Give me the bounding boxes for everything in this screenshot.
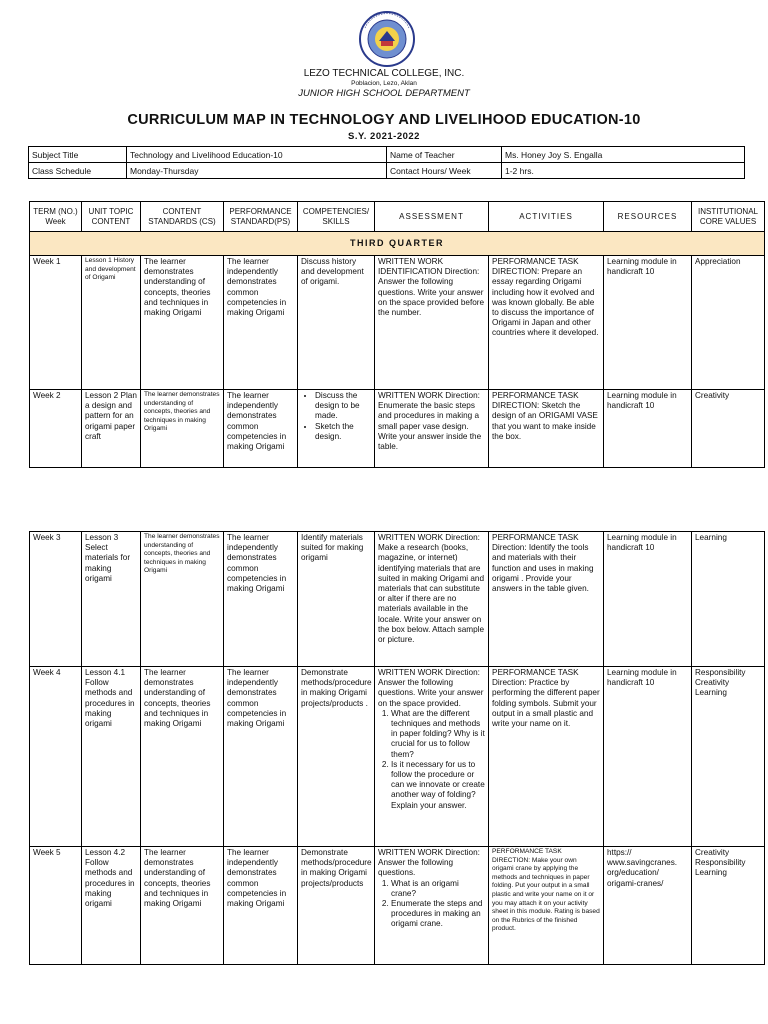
activities-cell: PERFORMANCE TASK DIRECTION: Sketch the design of an ORIGAMI VASE that you want to make inside the box. [489, 390, 604, 468]
week-cell: Week 2 [30, 390, 82, 468]
skills-list [301, 391, 371, 442]
core-values-cell: Learning [692, 532, 765, 667]
list-item: 1. What is an origami crane? [391, 879, 485, 899]
core-values-cell: Responsibility Creativity Learning [692, 667, 765, 847]
school-year: S.Y. 2021-2022 [348, 131, 420, 142]
column-header-row [30, 202, 765, 232]
list-item: 1. What are the different techniques and methods in paper folding? Why is it crucial for us to follow them? [391, 709, 485, 760]
unit-cell: Lesson 3 Select materials for making origami [82, 532, 141, 667]
assessment-intro: WRITTEN WORK Direction: Answer the following questions. [378, 848, 480, 878]
col-performance-standard: PERFORMANCE STANDARD(PS) [224, 202, 298, 232]
col-activities: ACTIVITIES [489, 202, 604, 232]
week-cell: Week 1 [30, 256, 82, 390]
list-item: 2. Is it necessary for us to follow the procedure or can we innovate or create another way of folding? Explain your answer. [391, 760, 485, 811]
performance-standard-cell: The learner independently demonstrates common competencies in making Origami [224, 256, 298, 390]
core-values-cell: Creativity Responsibility Learning [692, 847, 765, 965]
col-unit: UNIT TOPIC CONTENT [82, 202, 141, 232]
activities-cell: PERFORMANCE TASK DIRECTION: Prepare an essay regarding Origami including how it evolved and was known globally. Be able to discuss the importance of Origami in Japan and other countries where it developed. [489, 256, 604, 390]
quarter-label: THIRD QUARTER [30, 232, 765, 256]
core-values-cell: Appreciation [692, 256, 765, 390]
class-schedule-label: Class Schedule [29, 163, 127, 179]
core-values-cell: Creativity [692, 390, 765, 468]
quarter-row [30, 232, 765, 256]
week-cell: Week 3 [30, 532, 82, 667]
activities-cell: PERFORMANCE TASK Direction: Practice by performing the different paper folding symbols. Submit your output in a small plastic and write your name on it. [489, 667, 604, 847]
question-list [378, 879, 485, 930]
resources-cell: Learning module in handicraft 10 [604, 390, 692, 468]
assessment-cell [375, 667, 489, 847]
curriculum-table-part-2 [29, 531, 765, 965]
question-list [378, 709, 485, 811]
activities-cell: PERFORMANCE TASK DIRECTION: Make your own origami crane by applying the methods and techniques in paper folding. Put your output in a small plastic and write your name on it or you may attach it on your activity sheet in this module. Rating is based on the Rubrics of the finished product. [489, 847, 604, 965]
week-cell: Week 4 [30, 667, 82, 847]
college-seal-logo [357, 10, 417, 68]
performance-standard-cell: The learner independently demonstrates common competencies in making Origami [224, 390, 298, 468]
col-term: TERM (NO.) Week [30, 202, 82, 232]
content-standards-cell: The learner demonstrates understanding of concepts, theories and techniques in making Origami [141, 667, 224, 847]
assessment-intro: WRITTEN WORK Direction: Answer the following questions. Write your answer on the space provided. [378, 668, 484, 708]
curriculum-table-part-1 [29, 201, 765, 468]
assessment-cell: WRITTEN WORK IDENTIFICATION Direction: Answer the following questions. Write your answer on the space provided before the number. [375, 256, 489, 390]
table-row [30, 847, 765, 965]
assessment-cell: WRITTEN WORK Direction: Make a research (books, magazine, or internet) identifying materials that are suited in making Origami and materials that can substitute or alter if there are no materials available in the locale. Write your answer on the box below. Attach sample or picture. [375, 532, 489, 667]
competencies-cell: Identify materials suited for making origami [298, 532, 375, 667]
subject-title-value: Technology and Livelihood Education-10 [127, 147, 387, 163]
page-title: CURRICULUM MAP IN TECHNOLOGY AND LIVELIHOOD EDUCATION-10 [127, 112, 641, 128]
contact-hours-label: Contact Hours/ Week [387, 163, 502, 179]
table-row [30, 667, 765, 847]
competencies-cell: Discuss history and development of origami. [298, 256, 375, 390]
content-standards-cell: The learner demonstrates understanding of concepts, theories and techniques in making Origami [141, 532, 224, 667]
college-name: LEZO TECHNICAL COLLEGE, INC. [303, 68, 465, 79]
performance-standard-cell: The learner independently demonstrates common competencies in making Origami [224, 532, 298, 667]
assessment-cell: WRITTEN WORK Direction: Enumerate the basic steps and procedures in making a small paper vase design. Write your answer inside the table. [375, 390, 489, 468]
col-core-values: INSTITUTIONAL CORE VALUES [692, 202, 765, 232]
col-competencies: COMPETENCIES/ SKILLS [298, 202, 375, 232]
content-standards-cell: The learner demonstrates understanding of concepts, theories and techniques in making Origami [141, 847, 224, 965]
college-address: Poblacion, Lezo, Aklan [351, 80, 417, 87]
unit-cell: Lesson 4.2 Follow methods and procedures in making origami [82, 847, 141, 965]
contact-hours-value: 1-2 hrs. [502, 163, 745, 179]
teacher-value: Ms. Honey Joy S. Engalla [502, 147, 745, 163]
info-row [29, 163, 745, 179]
subject-title-label: Subject Title [29, 147, 127, 163]
assessment-cell [375, 847, 489, 965]
performance-standard-cell: The learner independently demonstrates common competencies in making Origami [224, 667, 298, 847]
subject-info-table [28, 146, 745, 179]
list-item: • Discuss the design to be made. [315, 391, 371, 422]
content-standards-cell: The learner demonstrates understanding of concepts, theories and techniques in making Origami [141, 256, 224, 390]
content-standards-cell: The learner demonstrates understanding of concepts, theories and techniques in making Origami [141, 390, 224, 468]
resources-cell: Learning module in handicraft 10 [604, 667, 692, 847]
resources-cell: Learning module in handicraft 10 [604, 256, 692, 390]
list-item: • Sketch the design. [315, 422, 371, 442]
competencies-cell: Demonstrate methods/procedure in making Origami projects/products [298, 847, 375, 965]
col-content-standards: CONTENT STANDARDS (CS) [141, 202, 224, 232]
competencies-cell [298, 390, 375, 468]
col-resources: RESOURCES [604, 202, 692, 232]
resources-cell: Learning module in handicraft 10 [604, 532, 692, 667]
col-assessment: ASSESSMENT [375, 202, 489, 232]
table-row [30, 256, 765, 390]
unit-cell: Lesson 2 Plan a design and pattern for an origami paper craft [82, 390, 141, 468]
resources-cell: https:// www.savingcranes. org/education/ origami-cranes/ [604, 847, 692, 965]
unit-cell: Lesson 4.1 Follow methods and procedures in making origami [82, 667, 141, 847]
table-row [30, 532, 765, 667]
info-row [29, 147, 745, 163]
activities-cell: PERFORMANCE TASK Direction: Identify the tools and materials with their function and uses in making origami . Provide your answers in the table given. [489, 532, 604, 667]
table-row [30, 390, 765, 468]
unit-cell: Lesson 1 History and development of Origami [82, 256, 141, 390]
list-item: 2. Enumerate the steps and procedures in making an origami crane. [391, 899, 485, 930]
class-schedule-value: Monday-Thursday [127, 163, 387, 179]
department-name: JUNIOR HIGH SCHOOL DEPARTMENT [298, 88, 470, 99]
performance-standard-cell: The learner independently demonstrates common competencies in making Origami [224, 847, 298, 965]
competencies-cell: Demonstrate methods/procedure in making Origami projects/products . [298, 667, 375, 847]
teacher-label: Name of Teacher [387, 147, 502, 163]
week-cell: Week 5 [30, 847, 82, 965]
